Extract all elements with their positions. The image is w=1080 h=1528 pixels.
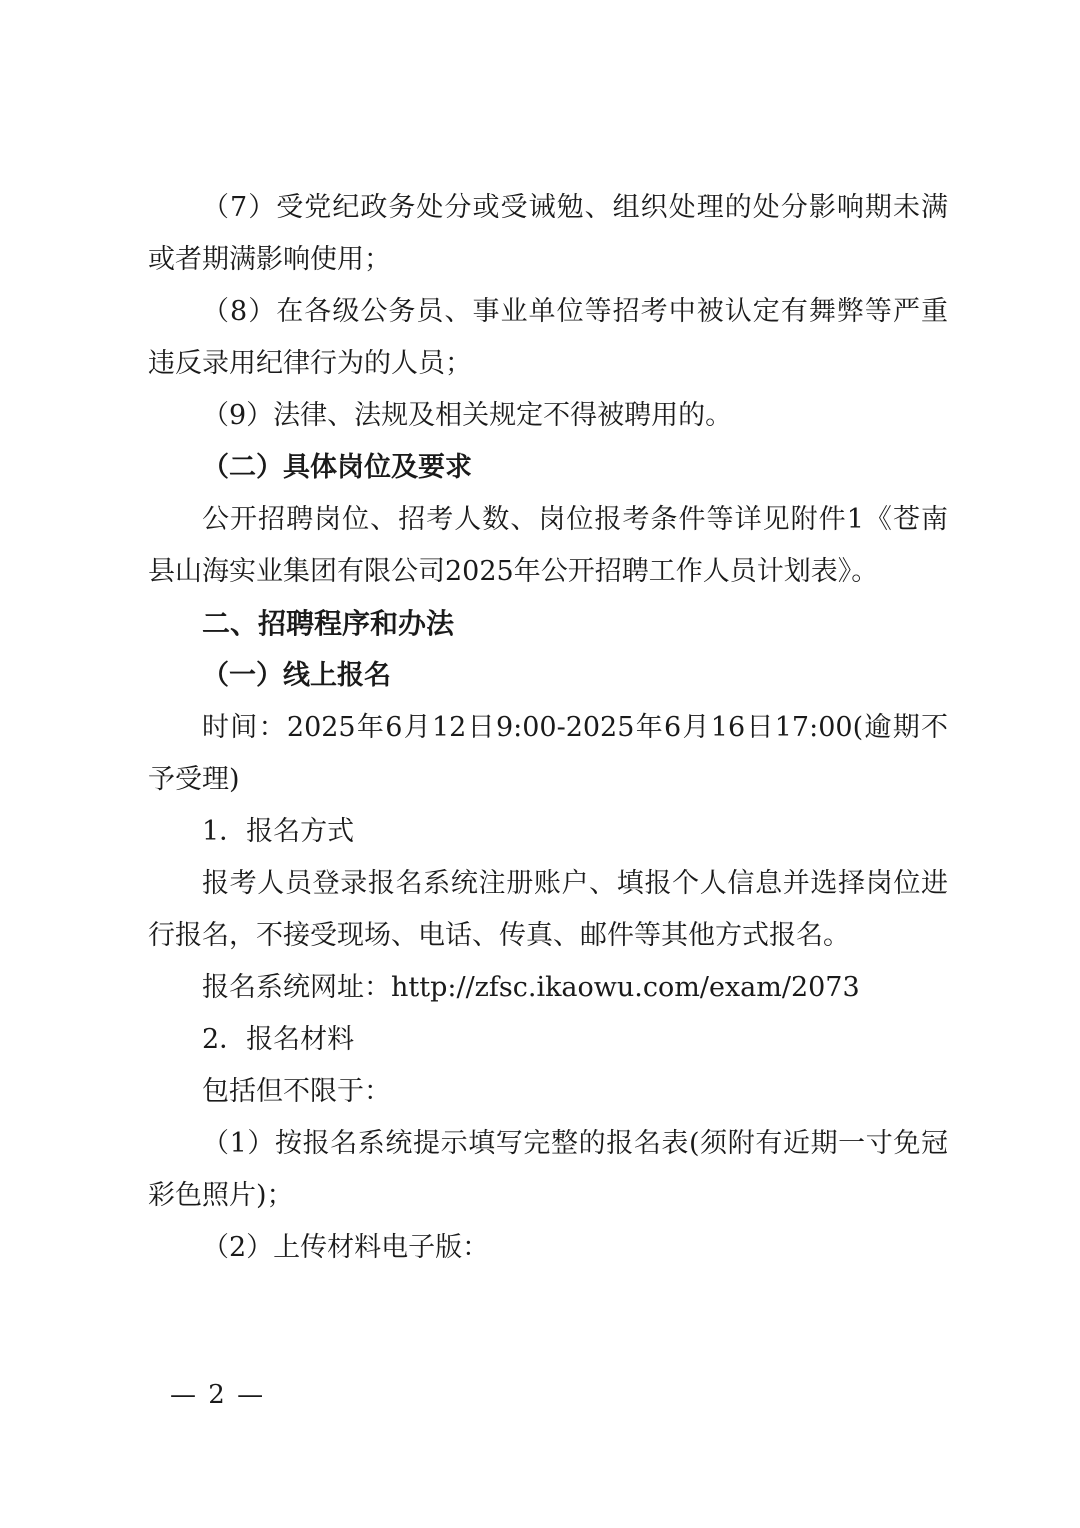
paragraph-registration-url: 报名系统网址：http://zfsc.ikaowu.com/exam/2073	[202, 972, 860, 1003]
section-heading-online-registration: （一）线上报名	[202, 660, 391, 691]
paragraph-materials-intro: 包括但不限于：	[202, 1076, 391, 1107]
subheading-registration-method: 1．报名方式	[202, 816, 355, 847]
paragraph-item-9: （9）法律、法规及相关规定不得被聘用的。	[202, 400, 733, 431]
document-body	[148, 182, 948, 1274]
paragraph-material-1: （1）按报名系统提示填写完整的报名表(须附有近期一寸免冠彩色照片)；	[148, 1128, 948, 1211]
paragraph-registration-time: 时间：2025年6月12日9:00-2025年6月16日17:00(逾期不予受理)	[148, 712, 948, 795]
subheading-registration-materials: 2．报名材料	[202, 1024, 355, 1055]
paragraph-positions-detail: 公开招聘岗位、招考人数、岗位报考条件等详见附件1《苍南县山海实业集团有限公司2025年公开招聘工作人员计划表》。	[148, 504, 948, 587]
paragraph-item-7: （7）受党纪政务处分或受诫勉、组织处理的处分影响期未满或者期满影响使用；	[148, 192, 948, 275]
paragraph-registration-method: 报考人员登录报名系统注册账户、填报个人信息并选择岗位进行报名，不接受现场、电话、传真、邮件等其他方式报名。	[148, 868, 948, 951]
paragraph-material-2: （2）上传材料电子版：	[202, 1232, 490, 1263]
page-number: — 2 —	[170, 1380, 266, 1410]
section-heading-procedure: 二、招聘程序和办法	[202, 607, 455, 640]
section-heading-positions: （二）具体岗位及要求	[202, 452, 472, 483]
paragraph-item-8: （8）在各级公务员、事业单位等招考中被认定有舞弊等严重违反录用纪律行为的人员；	[148, 296, 948, 379]
